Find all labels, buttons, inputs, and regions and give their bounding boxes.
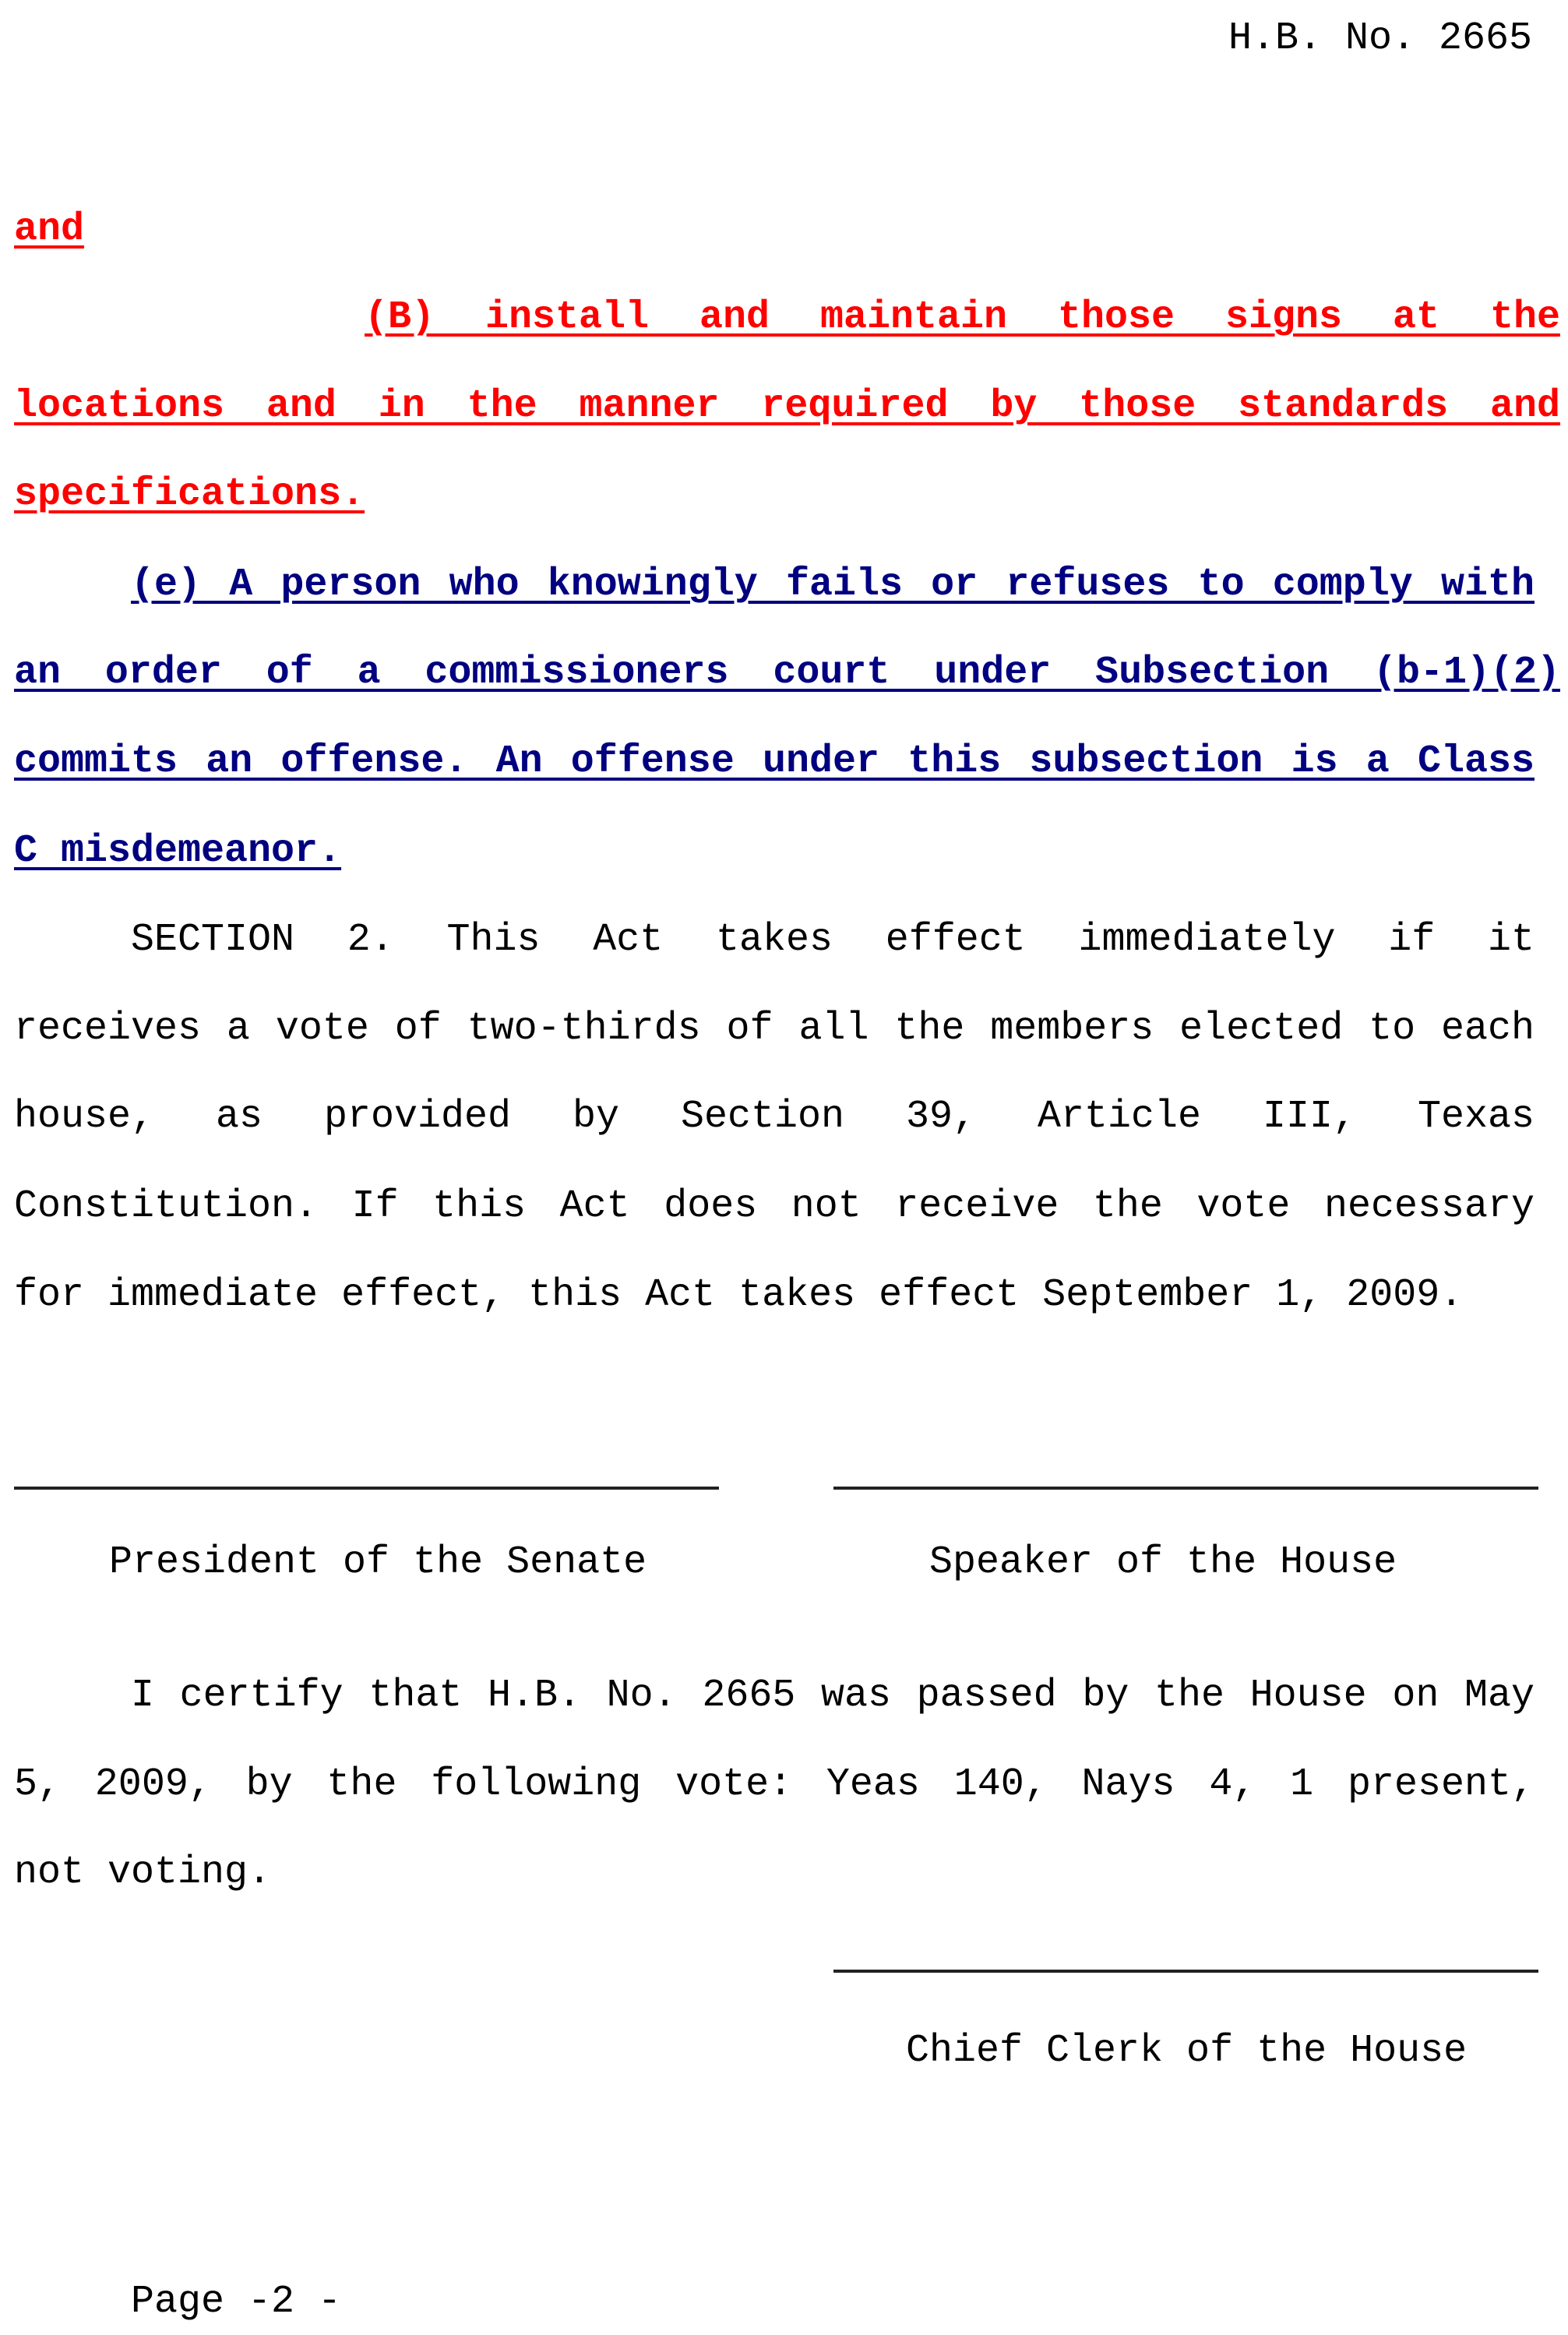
- speaker-of-house-label: Speaker of the House: [929, 1540, 1397, 1585]
- signature-line-chief-clerk: [833, 1970, 1538, 1973]
- certification-line-3: not voting.: [14, 1850, 272, 1895]
- section2-line-4: Constitution. If this Act does not receive the vote necessary: [14, 1184, 1535, 1229]
- subsection-e-line-1: (e) A person who knowingly fails or refuses to comply with: [131, 563, 1535, 607]
- certification-line-2: 5, 2009, by the following vote: Yeas 140, Nays 4, 1 present,: [14, 1762, 1535, 1807]
- added-text-specifications: specifications.: [14, 472, 365, 517]
- added-text-line-3: locations and in the manner required by those standards and: [14, 384, 1560, 429]
- signature-line-speaker: [833, 1487, 1538, 1490]
- subsection-e-misdemeanor: C misdemeanor.: [14, 829, 342, 873]
- subsection-e-line-4: [14, 828, 1535, 875]
- bill-number-header: H.B. No. 2665: [1228, 16, 1533, 61]
- added-text-line-4: [14, 471, 1535, 518]
- section2-line-2: receives a vote of two-thirds of all the members elected to each: [14, 1007, 1535, 1051]
- signature-line-president: [14, 1487, 719, 1490]
- section2-line-5: for immediate effect, this Act takes effect September 1, 2009.: [14, 1273, 1464, 1317]
- section2-line-3: house, as provided by Section 39, Article III, Texas: [14, 1095, 1535, 1139]
- added-text-and: and: [14, 207, 85, 252]
- certification-line-1: I certify that H.B. No. 2665 was passed by the House on May: [131, 1674, 1535, 1718]
- page-number: Page -2 -: [131, 2280, 342, 2324]
- section2-line-1: SECTION 2. This Act takes effect immediately if it: [131, 918, 1535, 962]
- added-text-line-1: [14, 206, 1535, 253]
- added-text-line-2: (B) install and maintain those signs at the: [365, 295, 1560, 340]
- president-of-senate-label: President of the Senate: [109, 1540, 647, 1585]
- subsection-e-line-2: an order of a commissioners court under Subsection (b-1)(2): [14, 651, 1560, 695]
- subsection-e-line-3: commits an offense. An offense under this subsection is a Class: [14, 739, 1535, 784]
- chief-clerk-label: Chief Clerk of the House: [906, 2029, 1468, 2073]
